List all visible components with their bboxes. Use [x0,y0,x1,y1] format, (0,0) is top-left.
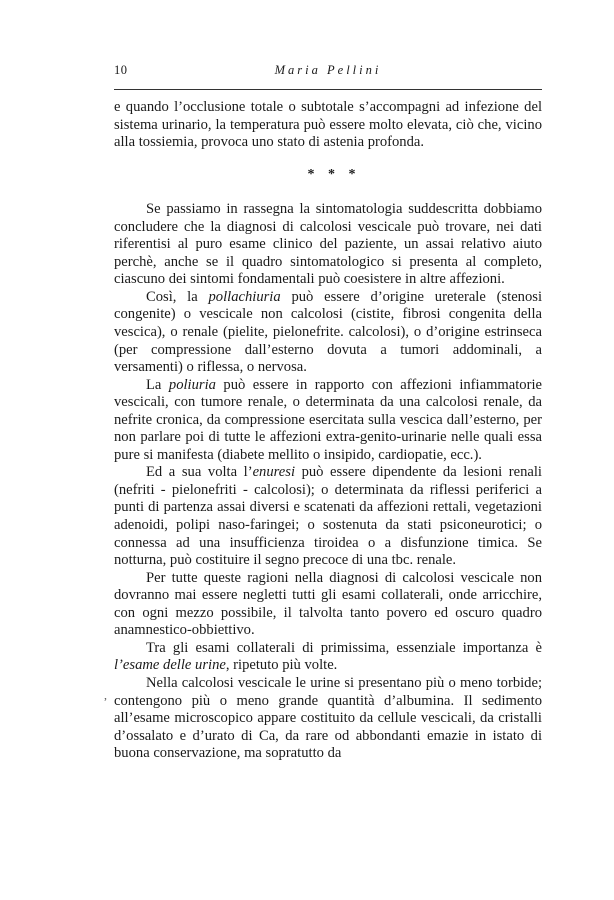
paragraph-enuresi [114,464,542,569]
paragraph-continuation: e quando l’occlusione totale o subtotale s’accompagni ad infezione del sistema urinario, la temperatura può essere molto elevata, ciò che, vicino alla tossiemia, provoca uno stato di astenia profonda. [114,99,542,151]
paragraph-urine: Nella calcolosi vescicale le urine si presentano più o meno torbide; contengono più o meno grande quantità d’albumina. Il sedimento all’esame microscopico appare costituito da cellule vescicali, da cristalli d’ossalato e d’urato di Ca, da rare od abbondanti emazie in istato di buona conservazione, ma sopratutto da [114,674,542,762]
paragraph-pollachiuria [114,289,542,377]
page-number: 10 [114,63,128,77]
margin-mark: , [104,688,107,702]
text-run: La [146,376,169,393]
text-run: può essere d’origine ureterale (stenosi congenite) o vescicale non calcolosi (cistite, fibrosi congenita della vescica), o renale (pielite, pielonefrite. calcolosi), o d’origine estrinseca (per compressione dall’esterno dovuta a tumori addominali, a versamenti) o riflessa, o nervosa. [114,288,542,376]
term-enuresi: enuresi [252,464,295,481]
text-run: Tra gli esami collaterali di primissima, essenziale importanza è [146,639,542,656]
paragraph-ragioni: Per tutte queste ragioni nella diagnosi di calcolosi vescicale non dovranno mai essere negletti tutti gli esami collaterali, onde arricchire, con ogni mezzo possibile, il talvolta tanto povero ed oscuro quadro anamnestico-obbiettivo. [114,569,542,639]
term-esame-urine: l’esame delle urine [114,657,226,674]
paragraph-esame-urine [114,640,542,675]
text-run: , ripetuto più volte. [225,657,338,674]
header-rule [114,89,542,90]
text-run: Ed a sua volta l’ [146,464,253,481]
paragraph-poliuria [114,377,542,465]
term-pollachiuria: pollachiuria [208,288,281,305]
running-head [114,63,542,83]
text-run: Così, la [146,288,209,305]
paragraph-sintomatologia: Se passiamo in rassegna la sintomatologia suddescritta dobbiamo concludere che la diagnosi di calcolosi vescicale può trovare, nei dati riferentisi al puro esame clinico del paziente, un assai relativo aiuto perchè, anche se il quadro sintomatologico si presenta al completo, ciascuno dei sintomi fondamentali può coesistere in altre affezioni. [114,201,542,288]
section-separator: * * * [307,166,361,182]
text-run: può essere dipendente da lesioni renali (nefriti - pielonefriti - calcolosi); o determinata da riflessi periferici a punti di partenza assai diversi e scatenati da affezioni rettali, vegetazioni adenoidi, polipi naso-faringei; o sostenuta da stati psiconeurotici; o connessa ad una insufficienza tiroidea o a disfunzione timica. Se notturna, può costituire il segno precoce di una tbc. renale. [114,464,542,569]
running-head-author: Maria Pellini [274,63,382,77]
text-run: può essere in rapporto con affezioni infiammatorie vescicali, con tumore renale, o determinata da una calcolosi renale, da nefrite cronica, da compressione esercitata sulla vescica dall’esterno, per non parlare poi di tutte le affezioni extra-genito-urinarie nelle quali essa pure si manifesta (diabete mellito o insipido, cardiopatie, ecc.). [114,376,543,463]
body-text [114,99,542,763]
term-poliuria: poliuria [168,376,216,393]
